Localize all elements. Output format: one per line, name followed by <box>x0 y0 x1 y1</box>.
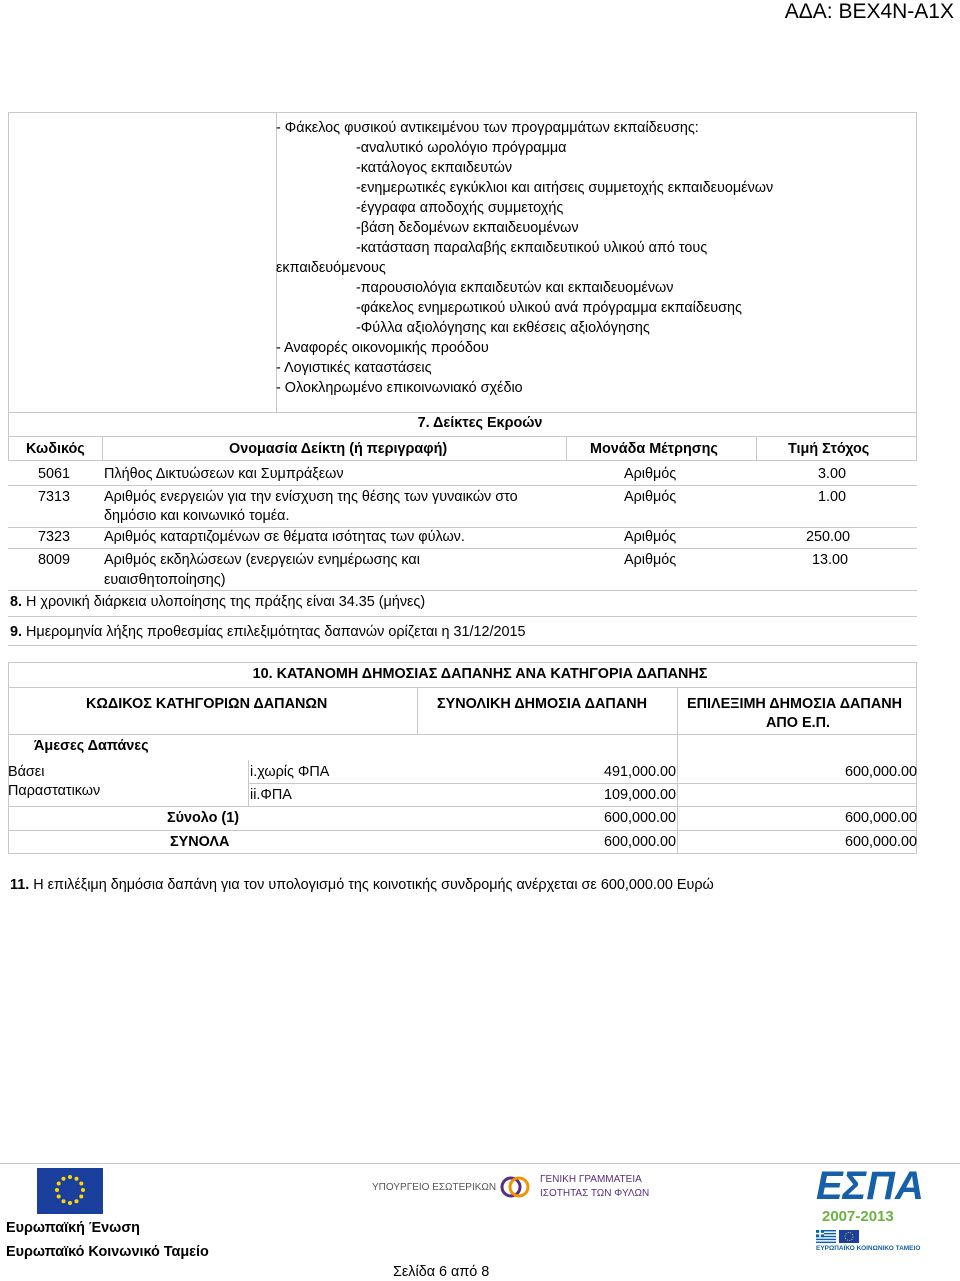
rule <box>8 806 917 807</box>
table-row-name: ευαισθητοποίησης) <box>104 572 226 588</box>
files-line: - Λογιστικές καταστάσεις <box>276 360 432 376</box>
rule <box>8 645 917 646</box>
col-unit-header: Μονάδα Μέτρησης <box>590 441 718 457</box>
rule <box>417 687 418 734</box>
esf-label: Ευρωπαϊκό Κοινωνικό Ταμείο <box>6 1244 209 1260</box>
table-row-name: Αριθμός εκδηλώσεων (ενεργειών ενημέρωσης και <box>104 552 420 568</box>
indicators-title: 7. Δείκτες Εκροών <box>417 415 543 431</box>
eu-flag-small-icon <box>839 1230 859 1243</box>
eu-flag-icon <box>37 1168 103 1214</box>
rule <box>8 485 917 486</box>
table-row-code: 8009 <box>38 552 71 568</box>
col-name-header: Ονομασία Δείκτη (ή περιγραφή) <box>229 441 448 457</box>
rule <box>756 436 757 461</box>
basis-label-2: Παραστατικων <box>8 783 101 799</box>
table-row-name: Πλήθος Δικτυώσεων και Συμπράξεων <box>104 466 344 482</box>
vat-label: ii.ΦΠΑ <box>250 787 292 803</box>
direct-expenses-label: Άμεσες Δαπάνες <box>34 738 149 754</box>
rule <box>8 687 917 688</box>
rule <box>566 436 567 461</box>
table-row-name: δημόσιο και κοινωνικό τομέα. <box>104 508 290 524</box>
rule <box>8 548 917 549</box>
table-row-target: 250.00 <box>806 529 851 545</box>
table-row-unit: Αριθμός <box>624 552 677 568</box>
rule <box>8 590 917 591</box>
files-line: -κατάλογος εκπαιδευτών <box>356 160 513 176</box>
rule <box>677 687 678 854</box>
basis-label: Βάσει <box>8 764 45 780</box>
rule <box>8 436 917 437</box>
sum-total: 600,000.00 <box>603 810 676 826</box>
sum-label: Σύνολο (1) <box>167 810 240 826</box>
eligible-expense-note <box>10 875 714 895</box>
gender-equality-logo-icon <box>500 1172 530 1202</box>
page-number: Σελίδα 6 από 8 <box>393 1264 490 1280</box>
section-number: 9. <box>10 624 23 640</box>
espa-logo-text: ΕΣΠΑ <box>816 1164 924 1208</box>
eligible-expense-text: Η επιλέξιμη δημόσια δαπάνη για τον υπολογισμό της κοινοτικής συνδρομής ανέρχεται σε 600,000.00 Ευρώ <box>29 877 714 893</box>
ministry-logo <box>372 1182 497 1202</box>
files-line: -παρουσιολόγια εκπαιδευτών και εκπαιδευομένων <box>356 280 674 296</box>
table-row-name: Αριθμός καταρτιζομένων σε θέματα ισότητας των φύλων. <box>104 529 465 545</box>
espa-logo <box>816 1164 924 1260</box>
rule <box>8 734 917 735</box>
files-line: -φάκελος ενημερωτικού υλικού ανά πρόγραμμα εκπαίδευσης <box>356 300 742 316</box>
section-number: 8. <box>10 594 23 610</box>
expenses-title: 10. ΚΑΤΑΝΟΜΗ ΔΗΜΟΣΙΑΣ ΔΑΠΑΝΗΣ ΑΝΑ ΚΑΤΗΓΟΡΙΑ ΔΑΠΑΝΗΣ <box>252 666 708 682</box>
files-line: - Φάκελος φυσικού αντικειμένου των προγραμμάτων εκπαίδευσης: <box>276 120 699 136</box>
gender-secretariat-name-2: ΙΣΟΤΗΤΑΣ ΤΩΝ ΦΥΛΩΝ <box>540 1188 650 1199</box>
vat-excl-total: 491,000.00 <box>603 764 676 780</box>
totals-label: ΣΥΝΟΛΑ <box>170 834 230 850</box>
table-row-code: 7323 <box>38 529 71 545</box>
ada-code: ΑΔΑ: ΒΕΧ4Ν-Α1Χ <box>784 0 954 23</box>
deadline-text: Ημερομηνία λήξης προθεσμίας επιλεξιμότητας δαπανών ορίζεται η 31/12/2015 <box>22 624 526 640</box>
section-number: 11. <box>10 877 30 893</box>
ministry-name: ΥΠΟΥΡΓΕΙΟ ΕΣΩΤΕΡΙΚΩΝ <box>372 1182 497 1193</box>
table-row-unit: Αριθμός <box>624 489 677 505</box>
col-target-header: Τιμή Στόχος <box>788 441 870 457</box>
table-row-name: Αριθμός ενεργειών για την ενίσχυση της θέσης των γυναικών στο <box>104 489 518 505</box>
rule <box>8 616 917 617</box>
files-line: - Ολοκληρωμένο επικοινωνιακό σχέδιο <box>276 380 523 396</box>
duration-note <box>10 592 425 612</box>
gender-secretariat-name: ΓΕΝΙΚΗ ΓΡΑΜΜΑΤΕΙΑ <box>540 1174 642 1185</box>
espa-fund-name: ΕΥΡΩΠΑΪΚΟ ΚΟΙΝΩΝΙΚΟ ΤΑΜΕΙΟ <box>816 1245 921 1252</box>
col-code-header: Κωδικός <box>26 441 85 457</box>
table-row-unit: Αριθμός <box>624 529 677 545</box>
table-row-code: 7313 <box>38 489 71 505</box>
eu-label: Ευρωπαϊκή Ένωση <box>6 1220 140 1236</box>
col-category-header: ΚΩΔΙΚΟΣ ΚΑΤΗΓΟΡΙΩΝ ΔΑΠΑΝΩΝ <box>86 696 328 712</box>
table-row-unit: Αριθμός <box>624 466 677 482</box>
files-line: -αναλυτικό ωρολόγιο πρόγραμμα <box>356 140 567 156</box>
vat-total: 109,000.00 <box>603 787 676 803</box>
greek-flag-icon <box>816 1230 836 1243</box>
files-line: -έγγραφα αποδοχής συμμετοχής <box>356 200 564 216</box>
col-eligible-header: ΕΠΙΛΕΞΙΜΗ ΔΗΜΟΣΙΑ ΔΑΠΑΝΗ <box>687 696 903 712</box>
files-line: -ενημερωτικές εγκύκλιοι και αιτήσεις συμμετοχής εκπαιδευομένων <box>356 180 774 196</box>
files-line: εκπαιδευόμενους <box>276 260 386 276</box>
deadline-note <box>10 622 526 642</box>
rule <box>248 783 917 784</box>
col-total-header: ΣΥΝΟΛΙΚΗ ΔΗΜΟΣΙΑ ΔΑΠΑΝΗ <box>437 696 647 712</box>
table-row-target: 13.00 <box>812 552 849 568</box>
espa-years: 2007-2013 <box>822 1208 894 1225</box>
files-line: -κατάσταση παραλαβής εκπαιδευτικού υλικού από τους <box>356 240 708 256</box>
sum-eligible: 600,000.00 <box>844 810 917 826</box>
rule <box>102 436 103 461</box>
files-line: - Αναφορές οικονομικής προόδου <box>276 340 489 356</box>
totals-eligible: 600,000.00 <box>844 834 917 850</box>
table-row-target: 1.00 <box>818 489 847 505</box>
vat-excl-label: i.χωρίς ΦΠΑ <box>250 764 330 780</box>
table-row-target: 3.00 <box>818 466 847 482</box>
files-line: -βάση δεδομένων εκπαιδευομένων <box>356 220 579 236</box>
files-line: -Φύλλα αξιολόγησης και εκθέσεις αξιολόγησης <box>356 320 650 336</box>
vat-excl-eligible: 600,000.00 <box>844 764 917 780</box>
expenses-table <box>8 662 917 854</box>
totals-total: 600,000.00 <box>603 834 676 850</box>
duration-text: Η χρονική διάρκεια υλοποίησης της πράξης είναι 34.35 (μήνες) <box>22 594 426 610</box>
rule <box>8 830 917 831</box>
table-row-code: 5061 <box>38 466 71 482</box>
col-eligible-header-2: ΑΠΟ Ε.Π. <box>766 715 830 731</box>
